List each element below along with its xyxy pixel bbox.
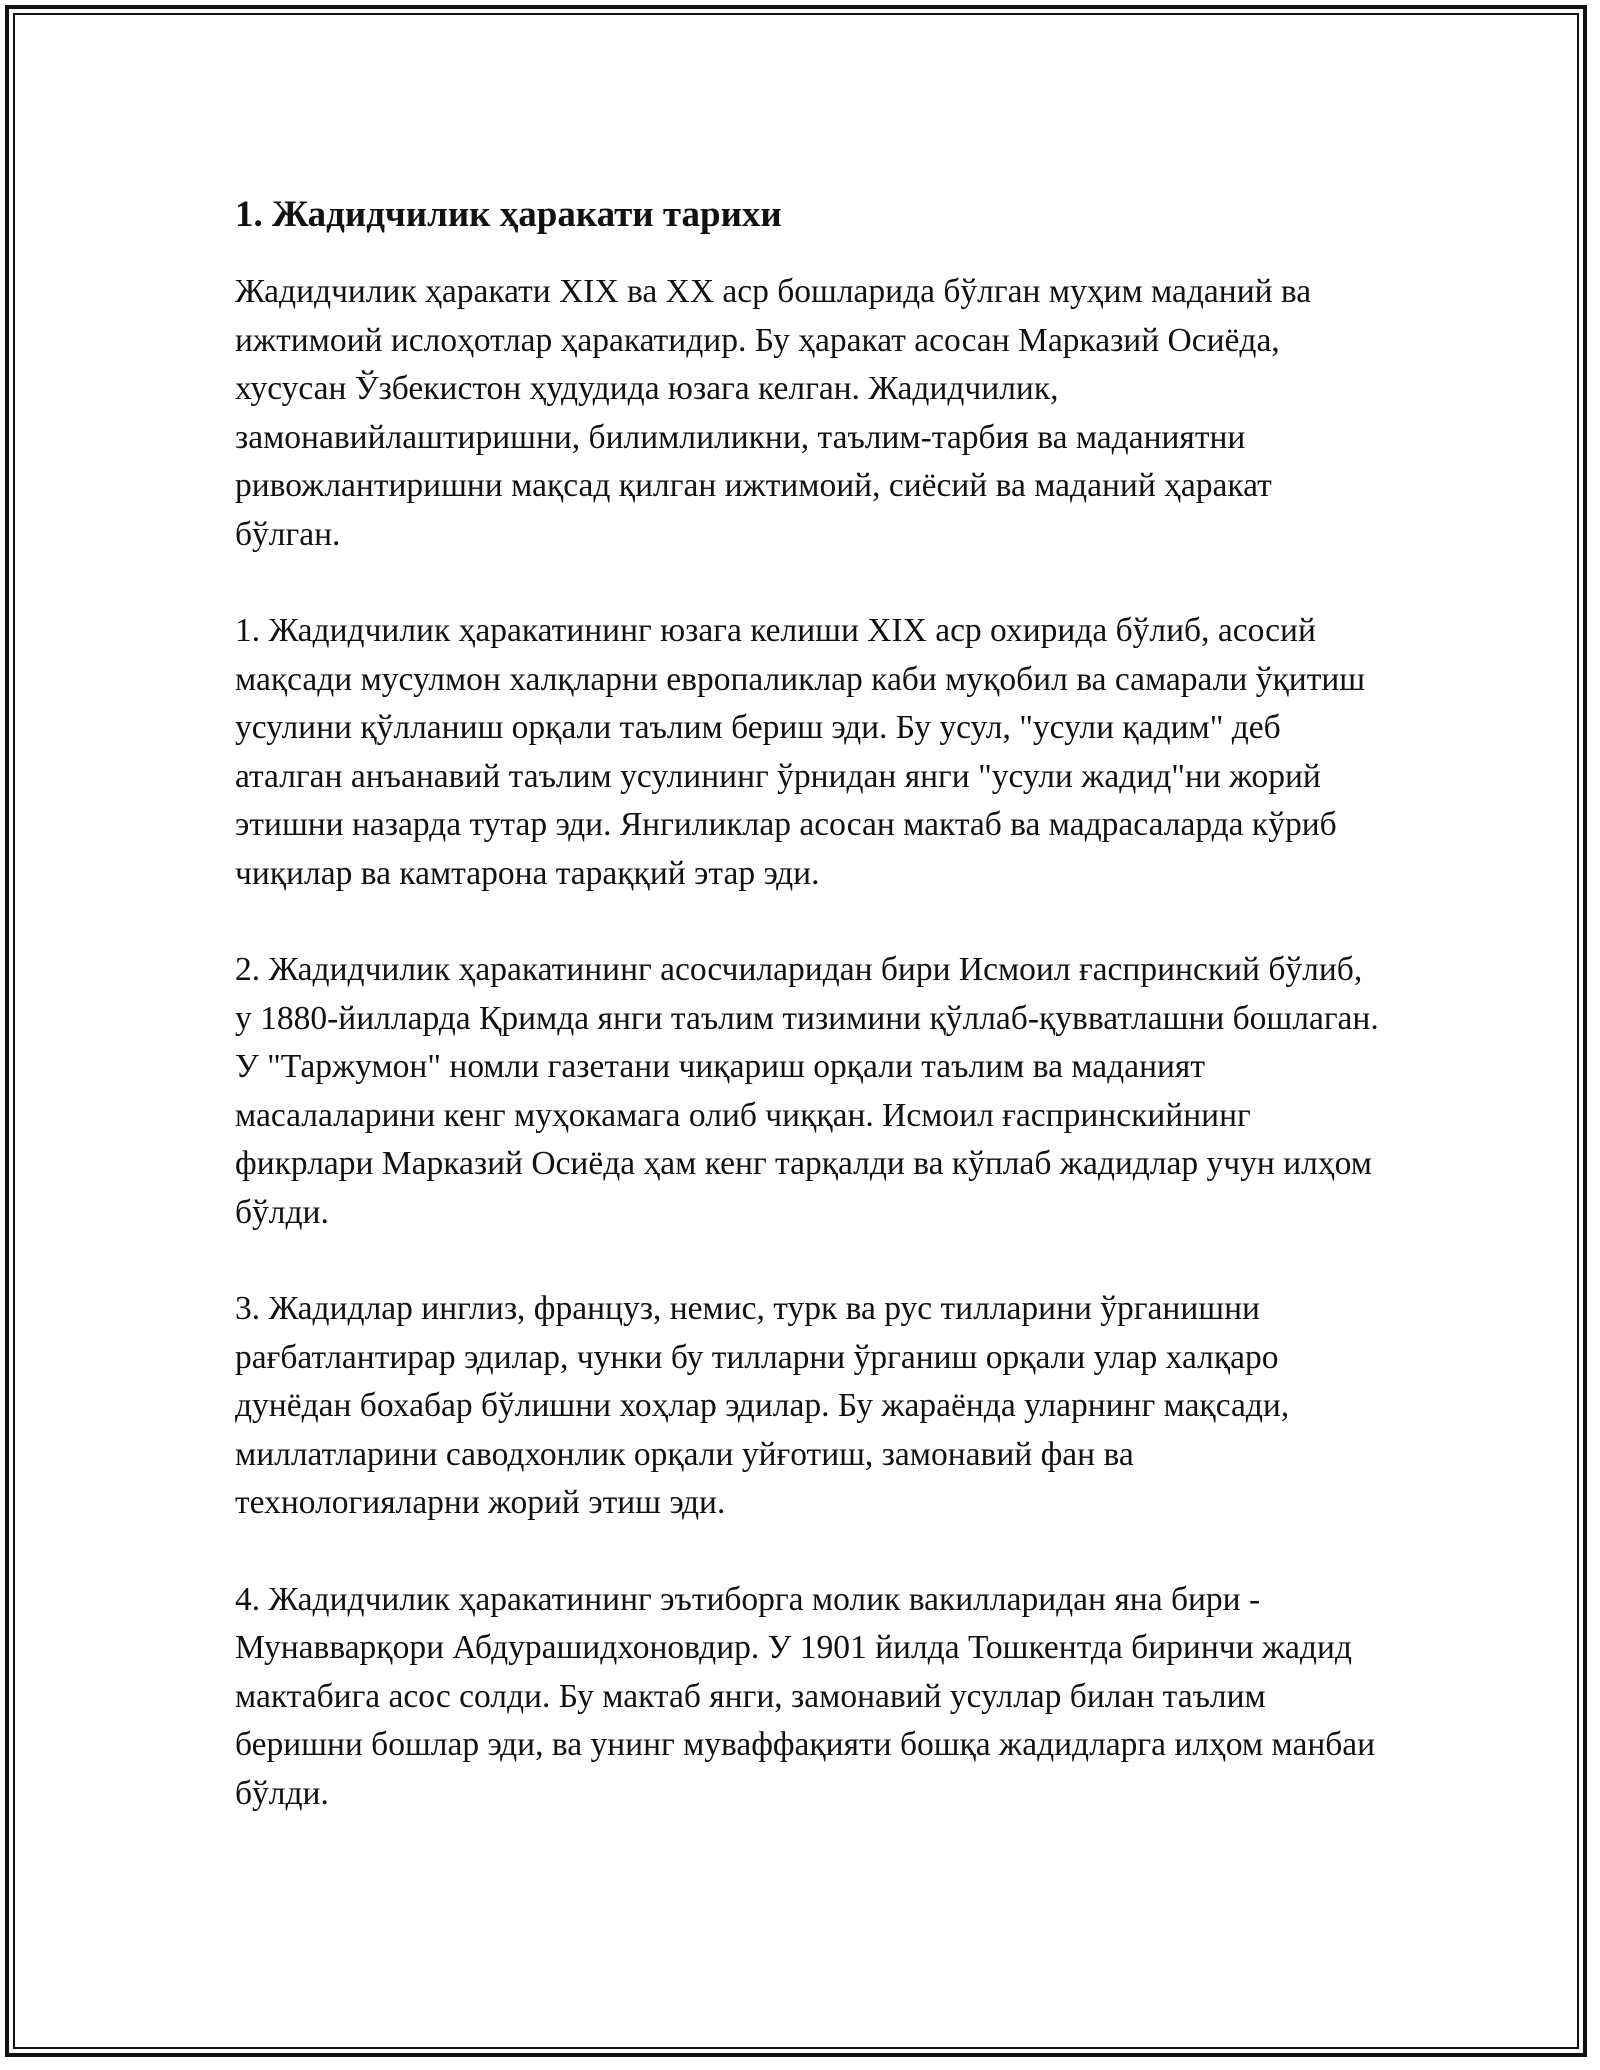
paragraph-3: 3. Жадидлар инглиз, француз, немис, турк ва рус тилларини ўрганишни рағбатлантирар эдилар, чунки бу тилларни ўрганиш орқали улар халқаро дунёдан бохабар бўлишни хоҳлар эдилар. Бу жараёнда уларнинг мақсади, миллатларини саводхонлик орқали уйғотиш, замонавий фан ва технологияларни жорий этиш эди. bbox=[235, 1290, 1290, 1521]
paragraph-1: 1. Жадидчилик ҳаракатининг юзага келиши XIX аср охирида бўлиб, асосий мақсади мусулмон халқларни европаликлар каби муқобил ва самарали ўқитиш усулини қўлланиш орқали таълим бериш эди. Бу усул, "усули қадим" деб аталган анъанавий таълим усулининг ўрнидан янги "усули жадид"ни жорий этишни назарда тутар эди. Янгиликлар асосан мактаб ва мадрасаларда кўриб чиқилар ва камтарона тараққий этар эди. bbox=[235, 612, 1366, 892]
paragraph-2: 2. Жадидчилик ҳаракатининг асосчиларидан бири Исмоил ғаспринский бўлиб, у 1880-йилларда Қримда янги таълим тизимини қўллаб-қувватлашни бошлаган. У "Таржумон" номли газетани чиқариш орқали таълим ва маданият масалаларини кенг муҳокамага олиб чиққан. Исмоил ғаспринскийнинг фикрлари Марказий Осиёда ҳам кенг тарқалди ва кўплаб жадидлар учун илҳом бўлди. bbox=[235, 951, 1379, 1231]
paragraph-intro: Жадидчилик ҳаракати XIX ва XX аср бошларида бўлган муҳим маданий ва ижтимоий ислоҳотлар ҳаракатидир. Бу ҳаракат асосан Марказий Осиёда, хусусан Ўзбекистон ҳудудида юзага келган. Жадидчилик, замонавийлаштиришни, билимлиликни, таълим-тарбия ва маданиятни ривожлантиришни мақсад қилган ижтимоий, сиёсий ва маданий ҳаракат бўлган. bbox=[235, 273, 1312, 553]
document-title: 1. Жадидчилик ҳаракати тарихи bbox=[235, 194, 782, 235]
paragraph-4: 4. Жадидчилик ҳаракатининг эътиборга молик вакилларидан яна бири - Мунавварқори Абдурашидхоновдир. У 1901 йилда Тошкентда биринчи жадид мактабига асос солди. Бу мактаб янги, замонавий усуллар билан таълим беришни бошлар эди, ва унинг муваффақияти бошқа жадидларга илҳом манбаи бўлди. bbox=[235, 1580, 1376, 1812]
document-body bbox=[235, 190, 1385, 1818]
